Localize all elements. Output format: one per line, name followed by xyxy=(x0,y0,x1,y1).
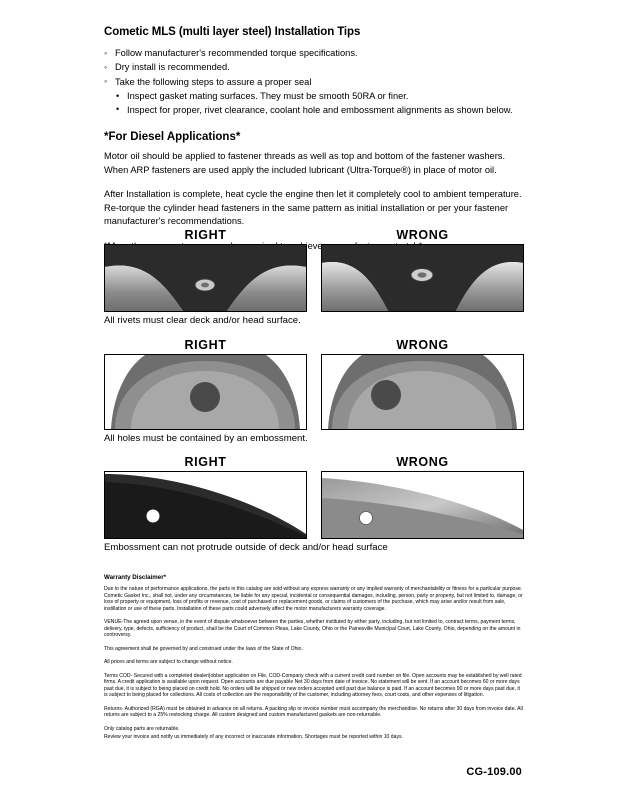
figure-wrong-embossment xyxy=(321,338,524,430)
figure-image-right-protrusion xyxy=(104,471,307,539)
warranty-paragraph: All prices and terms are subject to change without notice. xyxy=(104,659,233,665)
tips-list xyxy=(104,47,524,117)
figure-image-wrong-rivets xyxy=(321,244,524,312)
document-number: CG-109.00 xyxy=(466,766,522,778)
figure-caption-protrusion: Embossment can not protrude outside of deck and/or head surface xyxy=(104,542,388,553)
warranty-heading: Warranty Disclaimer* xyxy=(104,574,167,581)
figure-caption-embossment: All holes must be contained by an embossment. xyxy=(104,432,308,444)
list-item: • Inspect for proper, rivet clearance, coolant hole and embossment alignments as shown below. xyxy=(115,104,524,117)
figure-group-protrusion xyxy=(104,455,524,555)
list-item-label: Take the following steps to assure a proper seal xyxy=(115,76,312,87)
page-title: Cometic MLS (multi layer steel) Installation Tips xyxy=(104,26,361,38)
figure-right-protrusion xyxy=(104,455,307,539)
figure-group-rivets xyxy=(104,228,524,328)
figure-label-wrong: WRONG xyxy=(396,455,449,469)
figure-label-wrong: WRONG xyxy=(396,228,449,242)
paragraph-motor-oil: Motor oil should be applied to fastener threads as well as top and bottom of the fastener washers. When ARP fasteners are used apply the included lubricant (Ultra-Torque®) in place of motor oil. xyxy=(104,151,506,175)
warranty-paragraph: Only catalog parts are returnable. xyxy=(104,725,180,732)
warranty-paragraph: Due to the nature of performance applications, the parts in this catalog are sold without any express warranty or any implied warranty of merchantability or fitness for a particular purpose. Cometic Gasket Inc., shall not, under any circumstances, be liable for any special, incidental or consequential damages, including, person, party or property, but not limited to, damage, or loss of property or equipment, loss of profits or revenue, cost of purchased or replacement goods, or claims of customers of the purchase, which may arise and/or result from sale, instillation or use of these parts. Installation of these parts could adversely affect the motor manufacturers warranty coverage. xyxy=(104,586,523,612)
warranty-paragraph: Terms COD- Secured with a completed dealer/jobber application on File, COD-Company check with a current credit card number on file. Open accounts may be established by well rated firms. A credit application is available upon request. Open accounts are due payable Net 30 days from date of invoice. No statement will be sent. If an account becomes 60 or more days past due, it is subject to being placed on credit hold. No orders will be shipped or new orders accepted until past due balance is paid. If an account becomes 90 or more days past due, it is subject to being placed for collections. All costs of collection are the responsibility of the customer, including attorney fees, court costs, and other expenses of litigation. xyxy=(104,672,522,698)
figure-label-right: RIGHT xyxy=(184,228,227,242)
figure-image-right-rivets xyxy=(104,244,307,312)
list-item: ◦ Dry install is recommended. xyxy=(104,61,524,74)
warranty-section xyxy=(104,574,524,748)
figure-wrong-rivets xyxy=(321,228,524,312)
list-item xyxy=(104,76,524,117)
warranty-paragraph: Returns- Authorized (RGA) must be obtained in advance on all returns. A packing slip or invoice number must accompany the merchandise. No returns after 30 days from invoice date. All returns are subject to a 25% restocking charge. All custom designed and custom manufactured gaskets are non-returnable. xyxy=(104,705,523,718)
figure-caption-rivets: All rivets must clear deck and/or head surface. xyxy=(104,315,301,326)
list-item: ◦ Follow manufacturer's recommended torque specifications. xyxy=(104,47,524,60)
figure-label-right: RIGHT xyxy=(184,455,227,469)
figure-image-wrong-embossment xyxy=(321,354,524,430)
diesel-applications-heading: *For Diesel Applications* xyxy=(104,131,241,144)
installation-tips-section xyxy=(104,26,524,254)
figure-wrong-protrusion xyxy=(321,455,524,539)
warranty-paragraph: VENUE-The agreed upon venue, in the event of dispute whatsoever between the parties, whether instituted by either party, including, but not limited to, contract terms, payment terms, delivery, type, defects, sufficiency of product, shall be the Court of Common Pleas, Lake County, Ohio or the Painesville Municipal Court, Lake County, Ohio, depending on the amount in controversy. xyxy=(104,619,521,638)
figures-section xyxy=(104,228,524,561)
figure-right-rivets xyxy=(104,228,307,312)
figure-image-right-embossment xyxy=(104,354,307,430)
figure-right-embossment xyxy=(104,338,307,430)
tips-sublist xyxy=(115,90,524,117)
warranty-paragraph: This agreement shall be governed by and construed under the laws of the State of Ohio. xyxy=(104,645,303,652)
figure-group-embossment xyxy=(104,338,524,446)
figure-label-right: RIGHT xyxy=(184,337,227,352)
list-item: • Inspect gasket mating surfaces. They must be smooth 50RA or finer. xyxy=(115,90,524,103)
figure-label-wrong: WRONG xyxy=(396,337,449,352)
figure-image-wrong-protrusion xyxy=(321,471,524,539)
paragraph-heat-cycle: After Installation is complete, heat cycle the engine then let it completely cool to ambient temperature. Re-torque the cylinder head fasteners in the same pattern as initial installation or per your fastener manufacturer's recommendations. xyxy=(104,189,522,227)
warranty-paragraph: Review your invoice and notify us immediately of any incorrect or inaccurate information. Shortages must be reported within 10 days. xyxy=(104,734,403,740)
